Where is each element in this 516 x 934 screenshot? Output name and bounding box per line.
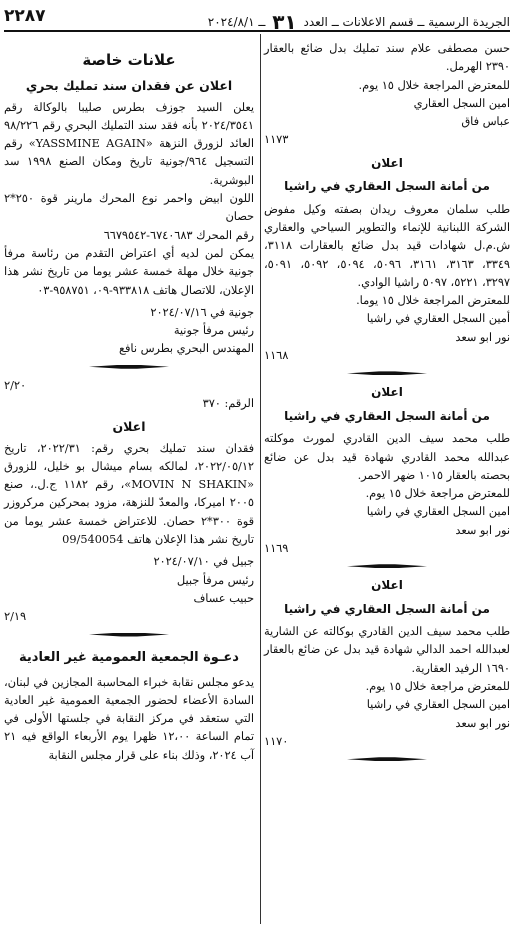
signer-name: نور ابو سعد xyxy=(455,330,510,344)
notice-number: ١١٧٣ xyxy=(264,133,289,147)
signer-title: امين السجل العقاري في راشيا xyxy=(366,698,510,712)
objection-note: يمكن لمن لديه أي اعتراض التقدم من رئاسة مرفأ جونية خلال مهلة خمسة عشر يوما من تاريخ نشر هذا الإعلان، للاتصال هاتف ٩٣٣٨١٨-٠٩، ٩٥٨٧٥١-٠٣ xyxy=(4,246,254,297)
notice-subheading: من أمانة السجل العقاري في راشيا xyxy=(284,601,490,616)
objection-note: للمعترض المراجعة خلال ١٥ يوم. xyxy=(358,78,510,92)
notice-body: طلب محمد سيف الدين القادري بوكالته عن الشارية لعبدالله احمد الدالي شهادة قيد بدل عن ضائع بالعقار ١٦٩٠ الرفيد العقارية. xyxy=(264,625,510,675)
issue-number: ٣١ xyxy=(272,10,297,34)
notice-heading: دعـوة الجمعية العمومية غير العادية xyxy=(19,649,239,665)
objection-note: للمعترض مراجعة خلال ١٥ يوم. xyxy=(365,680,510,694)
signer-title: امين السجل العقاري في راشيا xyxy=(366,505,510,519)
notice-heading: اعلان xyxy=(371,155,403,170)
separator-ornament xyxy=(4,633,254,637)
signer-name: المهندس البحري بطرس نافع xyxy=(118,342,254,356)
notice-subheading: من أمانة السجل العقاري في راشيا xyxy=(284,179,490,194)
separator-ornament xyxy=(264,757,510,761)
section-title: علانات خاصة xyxy=(82,51,176,69)
separator-ornament xyxy=(264,371,510,375)
notice-number: ١١٦٨ xyxy=(264,349,289,363)
header-rule xyxy=(4,30,510,32)
issue-date: ــ ٢٠٢٤/٨/١ xyxy=(207,15,266,29)
notice-heading: اعلان xyxy=(112,419,146,435)
signer-name: حبيب عساف xyxy=(193,591,254,605)
notice-subheading: من أمانة السجل العقاري في راشيا xyxy=(284,408,490,423)
signer-title: رئيس مرفأ جبيل xyxy=(176,573,254,587)
notice-number: ٢/١٩ xyxy=(4,610,27,624)
signer-title: رئيس مرفأ جونية xyxy=(173,324,254,338)
gazette-title: الجريدة الرسمية ــ قسم الاعلانات ــ العدد xyxy=(303,15,510,29)
notice-heading: اعلان عن فقدان سند تمليك بحري xyxy=(25,78,233,94)
left-column xyxy=(4,40,254,765)
notice-heading: اعلان xyxy=(371,578,403,593)
page-number: ٢٢٨٧ xyxy=(4,6,46,26)
signer-name: نور ابو سعد xyxy=(455,716,510,730)
notice-heading: اعلان xyxy=(371,385,403,400)
objection-note: للمعترض المراجعة خلال ١٥ يوما. xyxy=(356,294,510,308)
notice-number: ١١٦٩ xyxy=(264,541,289,555)
right-column xyxy=(264,40,510,769)
separator-ornament xyxy=(264,564,510,568)
notice-body: فقدان سند تمليك بحري رقم: ٢٠٢٢/٣١، تاريخ ٢٠٢٢/٠٥/١٢، لمالكه بسام ميشال بو خليل، للزورق «MOVIN N SHAKIN»، رقم ١١٨٢ ج.ل.، صنع ٢٠٠٥ اميركا، والمعدّ للنزهة، مزود بمحركين مركروزر قوة ٣٠٠*٢ حصان. للاعتراض خمسة عشر يوما من تاريخ نشر هذا الإعلان هاتف 09/540054 xyxy=(4,441,255,547)
notice-body: حسن مصطفى علام سند تمليك بدل ضائع بالعقار ٢٣٩٠ الهرمل. xyxy=(264,42,510,74)
column-divider xyxy=(260,34,261,924)
signer-title: امين السجل العقاري xyxy=(413,96,510,110)
notice-body: يعلن السيد جوزف بطرس صليبا بالوكالة رقم ٢٠٢٤/٣٥٤١ بأنه فقد سند التمليك البحري رقم ٩٨/٢٢٦ العائد لزورق النزهة «YASSMINE AGAIN» رقم التسجيل ٩٦٤/جونية تاريخ ومكان الصنع ١٩٩٨ سد البوشرية. xyxy=(4,100,254,187)
notice-number: ٢/٢٠ xyxy=(4,378,27,392)
signer-name: عباس فاق xyxy=(461,115,510,129)
boat-specs: اللون ابيض واحمر نوع المحرك مارينر قوة ٢٥٠*٢ حصان xyxy=(4,192,254,224)
notice-body: طلب سلمان معروف ريدان بصفته وكيل مفوض الشركة اللبنانية للإنماء والتطوير السياحي والعقاري ش.م.ل شهادات قيد بدل ضائع بالعقارات ٣١١٨، ٣٣٤٩، ٣١٦٣، ٣١٦١، ٥٠٩٦، ٥٠٩٤، ٥٠٩٢، ٥٠٩١، ٣٢٩٧، ٥٢٢١، ٥٠٩٧ راشيا الوادي. xyxy=(264,202,510,289)
separator-ornament xyxy=(4,365,254,369)
notice-body: يدعو مجلس نقابة خبراء المحاسبة المجازين في لبنان، السادة الأعضاء لحضور الجمعية العمومية غير العادية التي ستعقد في مركز النقابة في جلستها الأولى في تمام الساعة ١٢،٠٠ ظهرا يوم الأربعاء الواقع فيه ٢١ آب ٢٠٢٤، وذلك بناء على قرار مجلس النقابة xyxy=(4,675,254,762)
page-header xyxy=(4,4,510,34)
notice-body: طلب محمد سيف الدين القادري لمورث موكلته عبدالله محمد القادري شهادة قيد بدل عن ضائع بحصته بالعقار ١٠١٥ ضهر الاحمر. xyxy=(264,432,510,482)
notice-number: ١١٧٠ xyxy=(264,734,289,748)
place-date: جبيل في ٢٠٢٤/٠٧/١٠ xyxy=(153,555,254,569)
place-date: جونية في ٢٠٢٤/٠٧/١٦ xyxy=(150,305,254,319)
objection-note: للمعترض مراجعة خلال ١٥ يوم. xyxy=(365,487,510,501)
signer-name: نور ابو سعد xyxy=(455,523,510,537)
signer-title: أمين السجل العقاري في راشيا xyxy=(366,312,510,326)
engine-number: رقم المحرك ٦٧٤٠٦٨٣-٦٦٧٩٥٤٢ xyxy=(103,228,254,242)
reference-number: الرقم: ٣٧٠ xyxy=(202,397,254,410)
